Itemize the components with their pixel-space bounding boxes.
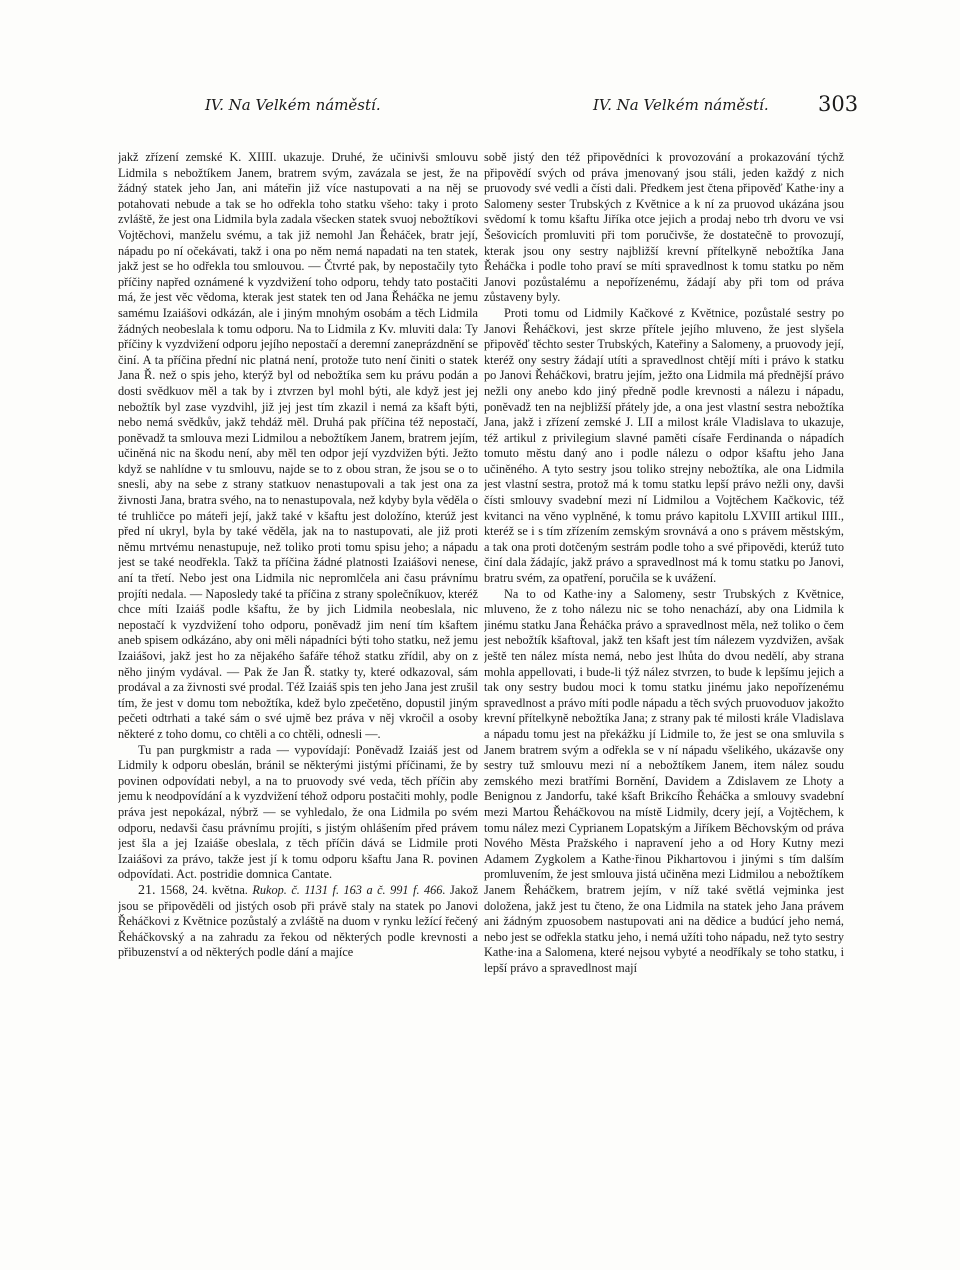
page-number: 303 (818, 92, 859, 116)
header-title-right: IV. Na Velkém náměstí. (593, 96, 769, 114)
header-title-left: IV. Na Velkém náměstí. (205, 96, 381, 114)
running-header (0, 92, 960, 122)
right-text-column (484, 150, 844, 1240)
entry-source-reference: Rukop. č. 1131 f. 163 a č. 991 f. 466. (252, 882, 446, 897)
left-paragraph-2: Tu pan purgkmistr a rada — vypovídají: Poněvadž Izaiáš jest od Lidmily k odporu obeslán, bránil se některými jistými příčinami, že by povinen odpovídati nebyl, a na to pruovody své veda, těch příčin aby jemu k neodpovídání a k vyzdvižení téhož odporu postačiti mohly, podle práva jest nepokázal, nýbrž — se vyhledalo, že ona Lidmila po svém odporu, nedavši času právnímu projíti, s jistým ohlášením před právem jest šla a jej Izaiáše obeslala, z těch příčin dává se Lidmile proti Izaiášovi za právo, takže jest jí k tomu odporu kšaftu Jana R. povinen odpovídati. Act. postridie domnica Cantate. (118, 742, 478, 882)
left-paragraph-1: jakž zřízení zemské K. XIIII. ukazuje. Druhé, že učinivši smlouvu Lidmila s nebožtíkem Janem, bratrem svým, zavázala se jest, že na žádný statek jeho Jan, ani máteřin již více nastupovati a na něj se potahovati nebude a tak se ho odřekla toho statku všeho: taky i proto zvláště, že jest ona Lidmila byla zadala všecken statek svuoj nebožtíkovi Vojtěchovi, manželu svému, a tak již nemohl Jan Řeháček, bratr její, nápadu po ní očekávati, takž i ona po něm nemá napadati na ten statek, jakž jest se ho odřekla tou smlouvou. — Čtvrté pak, by nepostačily tyto příčiny napřed oznámené k vyzdvižení toho odporu, tehdy tato postačiti má, že jest věc vědoma, kterak jest statek ten od Jana Řeháčka ne jemu samému Izaiášovi odkázán, ale i jiným mnohým osobám a těch Lidmila žádných neobeslala k tomu odporu. Na to Lidmila z Kv. mluviti dala: Ty příčiny k vyzdvižení odporu jejího nepostačí a deremní zaneprázdnění se činí. A ta příčina přední nic platná není, protože tuto není činiti o statek Jana Ř. než o spis jeho, kterýž byl od nebožtíka sem ku právu podán a dosti svědkuov měl a tak by i ztvrzen byl mohl býti, ale když jest jej nebožtík byl zase vyzdvihl, již jej jest tím zkazil i nemá za kšaft býti, nebo nemá svědkův, jakž tehdáž měl. Druhá pak příčina též nepostačí, poněvadž ta smlouva mezi Lidmilou a nebožtíkem Janem, bratrem jejím, učiněná nic na škodu není, aby měl ten odpor její vyzdvižen býti. Ježto když se nahlídne v tu smlouvu, najde se to z obou stran, že jsou se o to snesli, aby na sebe z strany statkuov nenastupovali a tak jest ona za živnosti Jana, bratra svého, na to nenastupovala, než kdyby byla věděla o té truhličce po máteři její, jakž také v kšaftu jest doložíno, kterúž jest před ní ukryl, byla by také věděla, jak na to nastupovati, ale již proti němu mrtvému nenastupuje, než toliko proti tomu spisu jeho; a nápadu jest se také neodřekla. Takž ta příčina žádné platnosti Izaiášovi nenese, aní ta třetí. Nebo jest ona Lidmila nic nepromlčela ani času právnímu projíti nedala. — Naposledy také ta příčina z strany společníkuov, kteréž chce míti Izaiáš podle kšaftu, že by jich Lidmila neobeslala, nic nepostačí k vyzdvižení toho odporu, poněvadž jim není tím kšaftem aneb spisem odkázáno, aby oni měli nápadníci býti toho statku, než jemu Izaiášovi, jakž jest ho za nějakého šafáře téhož statku zřídil, aby on z něho jiným vydával. — Pak že Jan Ř. statky ty, které odkazoval, sám prodával a za živnosti své prodal. Též Izaiáš spis ten jeho Jana jest zrušil tím, že jest v domu tom nebožtíka, kdež bylo zpečetěno, dopustil jiným pečeti odtrhati a také sám o své ujmě bez práva v něj vkročil a osoby některé z toho domu, co chtěli a co chtěli, odnesli —. (118, 150, 478, 741)
right-paragraph-3: Na to od Kathe·iny a Salomeny, sestr Trubských z Květnice, mluveno, že z toho nálezu nic se toho nenachází, aby ona Lidmila k jinému statku Jana Řeháčka právo a spravedlnost měla, než toliko o čem jest nebožtík kšaftoval, jakž ten kšaft jest tím nálezem vyzdvižen, avšak ještě ten nález místa nemá, nebo jest lhůta do dvou nedělí, aby strana mohla appellovati, i bude-li týž nález stvrzen, to bude k lepšímu jejich a tak ony sestry budou moci k tomu statku jinému jako nepořízenému spravedlnost a právo míti podle nápadu a těch svých pruovoduov jakožto krevní přítelkyně nebožtíka Jana; z strany pak té milosti krále Vladislava a nápadu tomu jest na překážku jí Lidmile to, že jest se ona smluvila s Janem bratrem svým a odřekla se v ní nápadu všelikého, ukázavše ony sestry tuž smlouvu mezi ní a nebožtíkem Janem, item nález soudu zemského mezi bratřími Bornění, Davidem a Zdislavem ze Lhoty a Benignou z Jandorfu, také kšaft Brikcího Řeháčka a smlouvy svadební mezi Martou Řeháčkovou na místě Lidmily, dcery její, a Vojtěchem, k tomu nález mezi Cyprianem Lopatským a Jiříkem Běchovským od práva Nového Města Pražského i napravení jeho a od Hory Kutny mezi Adamem Zygkolem a Kathe·řinou Pikhartovou i jinými s tím dalším promluvením, že jest smlouva jistá učiněna mezi Lidmilou a nebožtíkem Janem Řeháčkem, bratrem jejím, v níž také světlá vejminka jest doložena, jakž jest tu čteno, že ona Lidmila na statek jeho Jana právem ani žádným zpuosobem nastupovati ani na dědice a budúcí jeho nemá, nebo jest se odřekla statku jeho, i nemá užíti toho nápadu, než tyto sestry Kathe·ina a Salomena, které nejsou vybyté a neodříkaly se toho statku, i lepší právo a spravedlnost mají (484, 586, 844, 975)
entry-number: 21. (138, 882, 156, 898)
entry-date: 1568, 24. května. (160, 882, 248, 897)
left-text-column (118, 150, 478, 1240)
left-paragraph-3 (118, 883, 478, 961)
right-paragraph-1: sobě jistý den též připovědníci k provozování a prokazování týchž připovědí svých od práva jmenovaný jsou stáli, jeden každý z nich pruovody své vedli a čísti dali. Předkem jest čtena připověď Kathe·iny a Salomeny sester Trubských z Květnice a k ní za pruovod ukázána jsou svědomí k tomu kšaftu Jiříka otce jejich a prodaj nebo trh dvoru ve vsi Šešovicích promluviti při tom poručivše, že dostatečně to provozují, kterak jsou ony sestry najbližší krevní přítelkyně nebožtíka Jana Řeháčka i podle toho praví se míti spravedlnost k tomu statku po něm Janovi pozůstalému a nepořízenému, žádají aby při tom od práva zůstaveny byly. (484, 150, 844, 305)
right-paragraph-2: Proti tomu od Lidmily Kačkové z Květnice, pozůstalé sestry po Janovi Řeháčkovi, jest skrze přítele jejího mluveno, že jest slyšela připověď těchto sester Trubských, Kateřiny a Salomeny, a pruovody její, kteréž ony sestry žádají utíti a spravedlnost chtějí míti i právo k statku po Janovi Řeháčkovi, bratru jejím, ježto ona Lidmila má přednější právo nežli ony anebo kdo jiný předně podle krevnosti a nálezu i nápadu, poněvadž ten na nejbližší přátely jde, a ona jest vlastní sestra nebožtíka Jana, jakž i zřízení zemské J. LII a milost krále Vladislava to ukazuje, též artikul z privilegium slavné paměti císaře Ferdinanda o nápadích tomuto městu daný ano i podle nálezu o odpor kšaftu jeho Jana učiněného. A tyto sestry jsou toliko strejny nebožtíka, ale ona Lidmila jest vlastní sestra, protož má k tomu statku lepší právo nežli ony, davši čísti smlouvy svadební mezi ní Lidmilou a Vojtěchem Kačkovic, též kvitanci na věno vyplněné, k tomu právo kapitolu LXVIII artikul IIII., kteréž se i s tím zřízením zemským srovnává a ono s právem městským, a tak ona proti dotčeným sestrám podle toho a své připovědi, kterúž tuto činí dala žádajíc, jakž právo a spravedlnost má k tomu statku po Janovi, bratru svém, za opatření, poručila se k uvážení. (484, 305, 844, 586)
entry-text: Jakož jsou se připověděli od jistých osob při právě staly na statek po Janovi Řeháčkovi z Květnice pozůstalý a zvláště na duom v rynku ležící řečený Řeháčkovský a na zahradu za řekou od některých podle krevnosti a přibuzenství a od některých podle dání a majíce (118, 882, 478, 960)
